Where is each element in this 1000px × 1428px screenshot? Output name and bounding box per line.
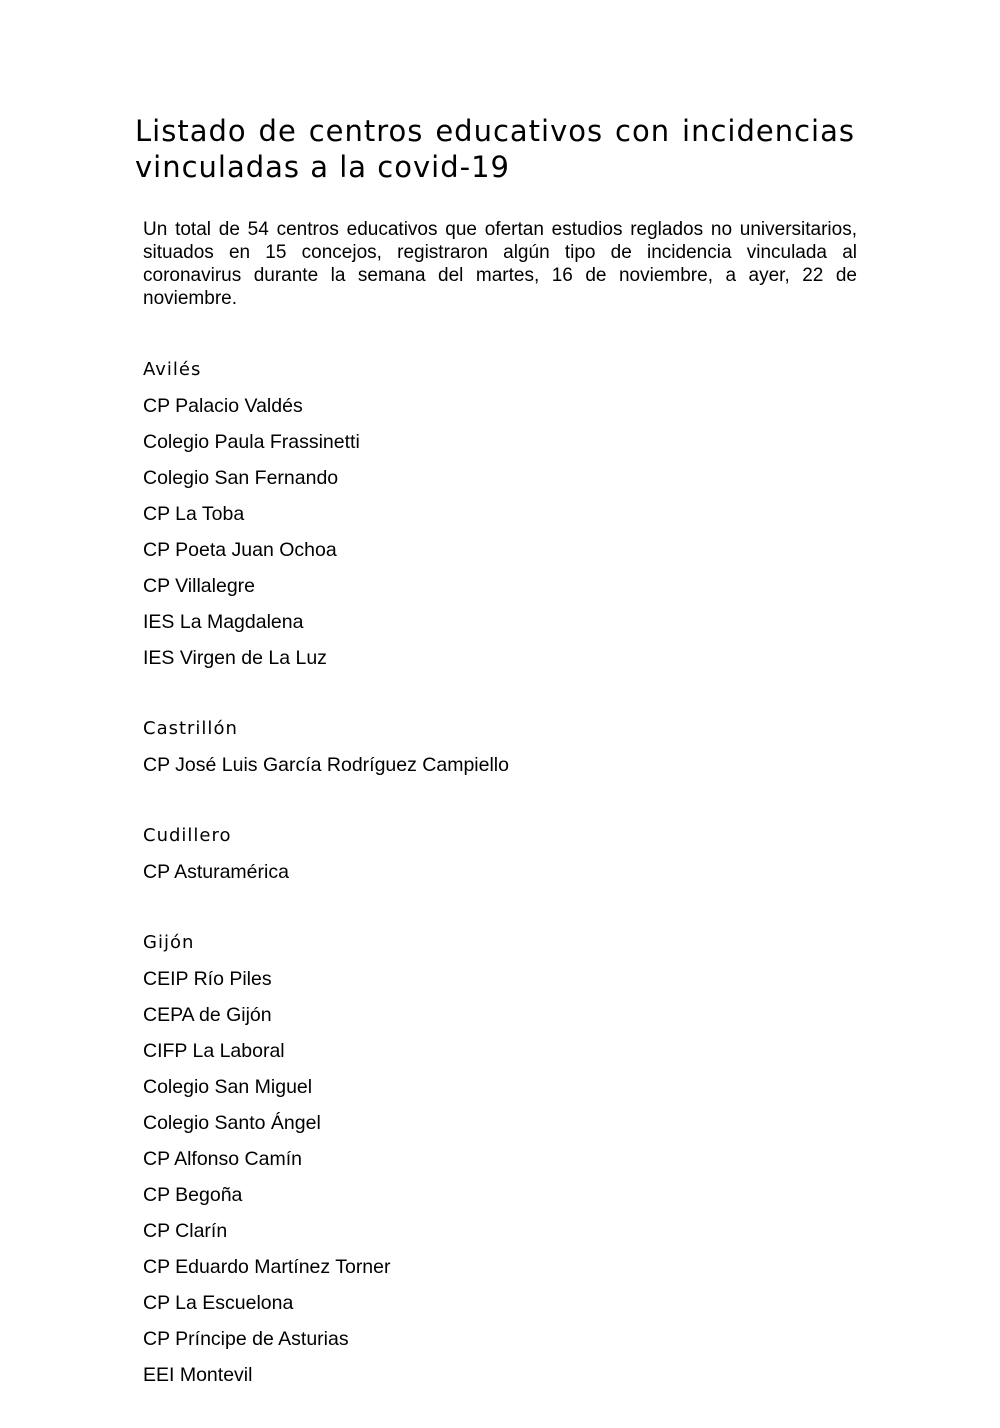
council-group xyxy=(143,711,857,783)
school-item: CP Villalegre xyxy=(143,575,256,597)
school-item: IES La Magdalena xyxy=(143,611,304,633)
school-item: EEI Montevil xyxy=(143,1364,253,1386)
intro-paragraph: Un total de 54 centros educativos que ofertan estudios reglados no universitarios, situados en 15 concejos, registraron algún tipo de incidencia vinculada al coronavirus durante la semana del martes, 16 de noviembre, a ayer, 22 de noviembre. xyxy=(143,219,857,309)
council-name: Cudillero xyxy=(143,825,232,846)
school-item: CP Eduardo Martínez Torner xyxy=(143,1256,391,1278)
school-item: CP Asturamérica xyxy=(143,861,289,883)
school-item: CP Poeta Juan Ochoa xyxy=(143,539,337,561)
school-item: Colegio Paula Frassinetti xyxy=(143,431,360,453)
school-item: CP La Toba xyxy=(143,503,245,525)
school-item: CP Clarín xyxy=(143,1220,228,1242)
school-item: CP Alfonso Camín xyxy=(143,1148,302,1170)
school-item: CIFP La Laboral xyxy=(143,1040,285,1062)
school-item: CP Palacio Valdés xyxy=(143,395,303,417)
school-item: Colegio Santo Ángel xyxy=(143,1112,321,1134)
council-group xyxy=(143,925,857,1393)
council-group xyxy=(143,352,857,676)
school-item: CEIP Río Piles xyxy=(143,968,272,990)
school-item: Colegio San Miguel xyxy=(143,1076,313,1098)
council-name: Avilés xyxy=(143,359,202,380)
council-list xyxy=(143,352,857,1428)
school-item: CP Príncipe de Asturias xyxy=(143,1328,349,1350)
school-item: CP José Luis García Rodríguez Campiello xyxy=(143,754,509,776)
school-item: IES Virgen de La Luz xyxy=(143,647,327,669)
council-name: Gijón xyxy=(143,932,195,953)
council-name: Castrillón xyxy=(143,718,238,739)
school-item: Colegio San Fernando xyxy=(143,467,339,489)
council-group xyxy=(143,818,857,890)
document-title: Listado de centros educativos con incidencias vinculadas a la covid-19 xyxy=(135,114,855,184)
school-item: CP Begoña xyxy=(143,1184,243,1206)
school-item: CP La Escuelona xyxy=(143,1292,294,1314)
school-item: CEPA de Gijón xyxy=(143,1004,272,1026)
